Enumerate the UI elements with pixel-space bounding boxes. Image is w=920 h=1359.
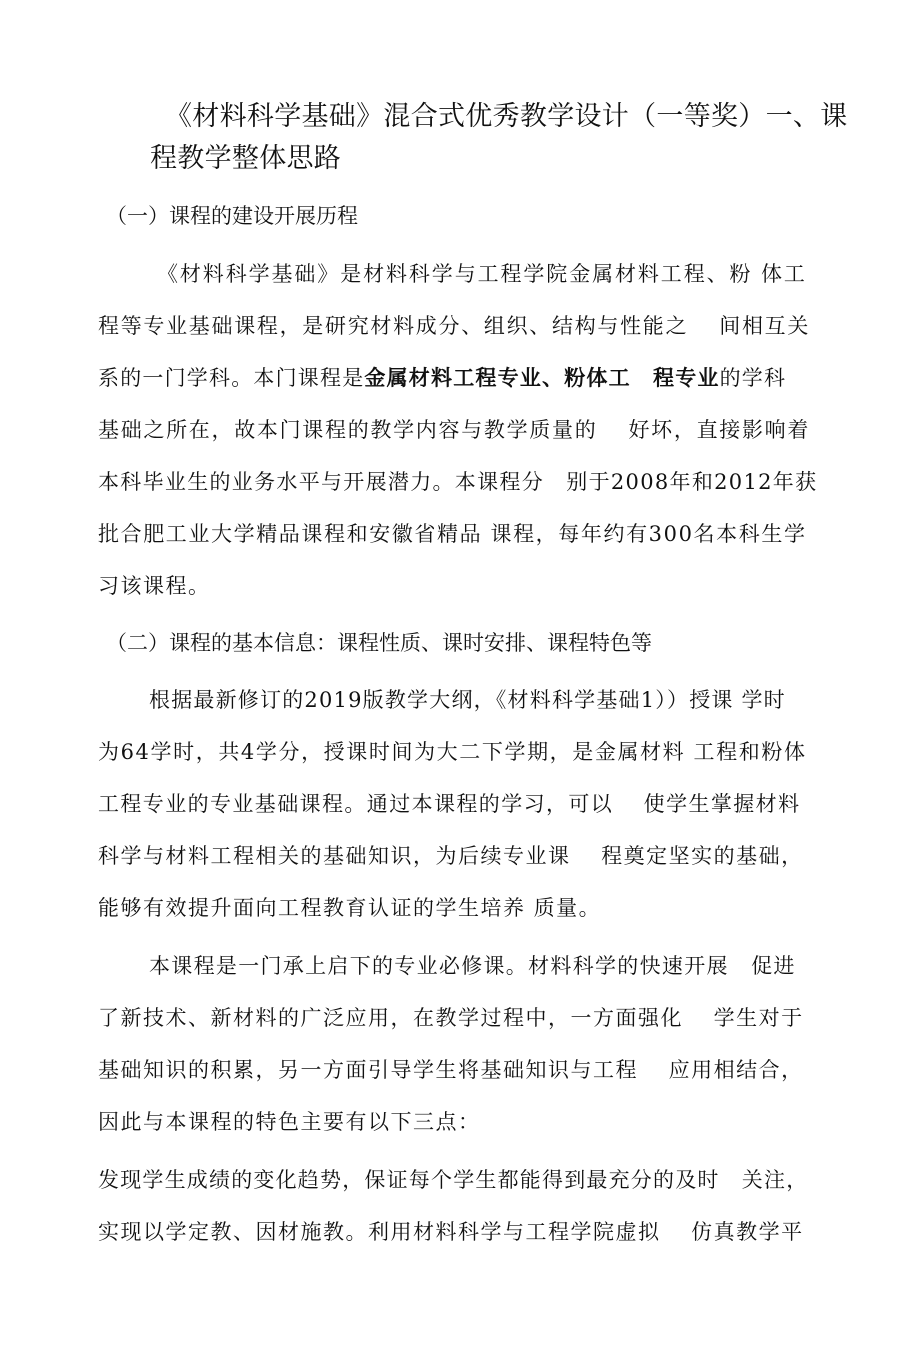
para1-line2: 程等专业基础课程，是研究材料成分、组织、结构与性能之 间相互关: [98, 314, 811, 338]
section1-heading: （一）课程的建设开展历程: [106, 204, 358, 228]
para1-line3-post: 的学科: [719, 366, 787, 390]
para2-line3: 工程专业的专业基础课程。通过本课程的学习，可以 使学生掌握材料: [98, 792, 801, 816]
para1-line1: 《材料科学基础》是材料科学与工程学院金属材料工程、粉 体工: [157, 262, 807, 286]
para1-line3-bold: 金属材料工程专业、粉体工 程专业: [364, 365, 720, 390]
para2-line5: 能够有效提升面向工程教育认证的学生培养 质量。: [98, 896, 602, 920]
para2-line2: 为64学时，共4学分，授课时间为大二下学期，是金属材料 工程和粉体: [98, 740, 807, 764]
section2-heading: （二）课程的基本信息：课程性质、课时安排、课程特色等: [106, 631, 652, 655]
para1-line6: 批合肥工业大学精品课程和安徽省精品 课程，每年约有300名本科生学: [98, 522, 807, 546]
para2-line4: 科学与材料工程相关的基础知识，为后续专业课 程奠定坚实的基础，: [98, 844, 804, 868]
para3-line3: 基础知识的积累，另一方面引导学生将基础知识与工程 应用相结合，: [98, 1058, 804, 1082]
para3-line2: 了新技术、新材料的广泛应用，在教学过程中，一方面强化 学生对于: [98, 1006, 804, 1030]
para1-line5: 本科毕业生的业务水平与开展潜力。本课程分 别于2008年和2012年获: [98, 470, 818, 494]
para3-line4: 因此与本课程的特色主要有以下三点：: [98, 1110, 481, 1134]
para1-line3-pre: 系的一门学科。本门课程是: [98, 366, 365, 390]
para3-line1: 本课程是一门承上启下的专业必修课。材料科学的快速开展 促进: [149, 954, 796, 978]
document-title: 《材料科学基础》混合式优秀教学设计（一等奖）一、课程教学整体思路: [150, 101, 848, 174]
para1-line3: [98, 360, 824, 396]
para4-line2: 实现以学定教、因材施教。利用材料科学与工程学院虚拟 仿真教学平: [98, 1220, 804, 1244]
para1-line7: 习该课程。: [98, 574, 211, 598]
para2-line1: 根据最新修订的2019版教学大纲，《材料科学基础1））授课 学时: [149, 688, 786, 712]
para4-line1: 发现学生成绩的变化趋势，保证每个学生都能得到最充分的及时 关注，: [98, 1168, 809, 1192]
para1-line4: 基础之所在，故本门课程的教学内容与教学质量的 好坏，直接影响着: [98, 418, 811, 442]
